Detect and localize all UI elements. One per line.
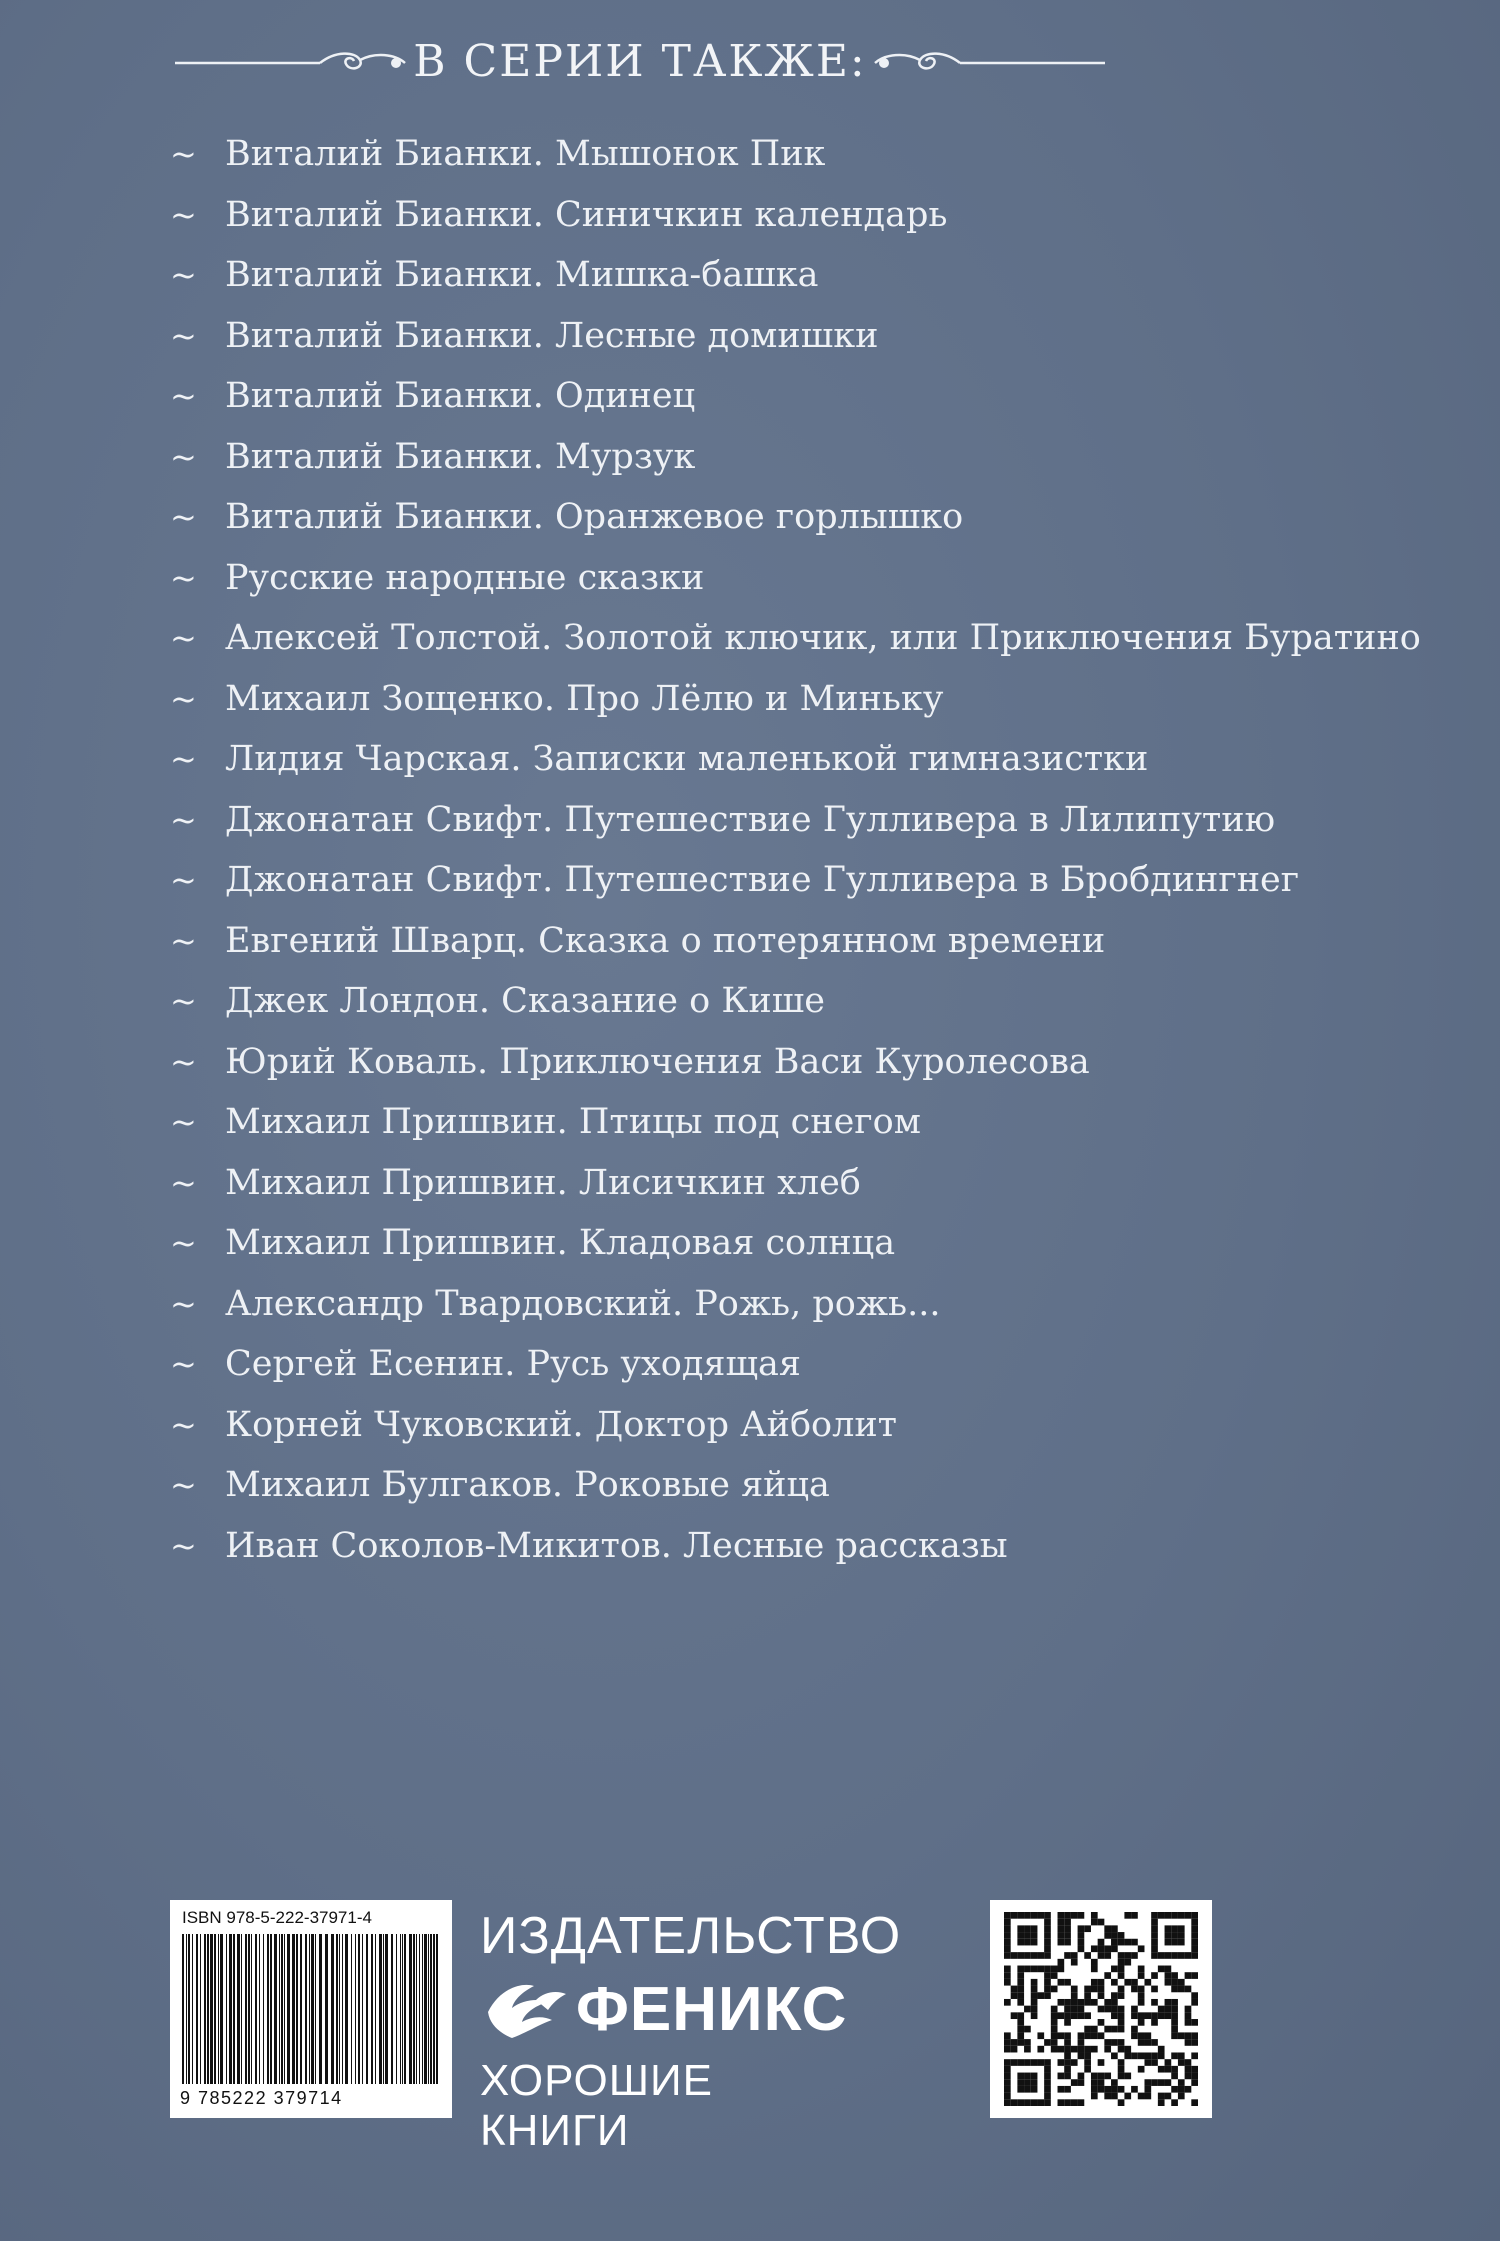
book-title: Джонатан Свифт. Путешествие Гулливера в Бробдингнег: [225, 860, 1300, 900]
bullet-icon: ~: [170, 377, 197, 415]
book-title: Иван Соколов-Микитов. Лесные рассказы: [225, 1525, 1008, 1566]
book-title: Михаил Зощенко. Про Лёлю и Миньку: [225, 678, 944, 719]
bullet-icon: ~: [170, 740, 197, 778]
bullet-icon: ~: [170, 921, 197, 960]
bullet-icon: ~: [170, 256, 197, 294]
bullet-icon: ~: [170, 1103, 197, 1141]
book-item: [170, 850, 1370, 911]
phoenix-logo-icon: [482, 1978, 572, 2044]
bullet-icon: ~: [170, 1405, 197, 1444]
publisher-name: ФЕНИКС: [576, 1975, 848, 2044]
book-title: Михаил Пришвин. Кладовая солнца: [225, 1223, 896, 1263]
book-item: [170, 1213, 1370, 1274]
right-ornament-icon: [870, 48, 1110, 78]
book-title: Джек Лондон. Сказание о Кише: [225, 981, 826, 1021]
bullet-icon: ~: [170, 1466, 197, 1504]
book-item: [170, 124, 1370, 185]
book-item: [170, 971, 1370, 1032]
book-title: Александр Твардовский. Рожь, рожь...: [225, 1283, 941, 1324]
barcode-bars-icon: [180, 1934, 442, 2084]
qr-code-icon: [1004, 1912, 1198, 2106]
publisher-top-line: ИЗДАТЕЛЬСТВО: [480, 1907, 902, 1965]
series-title: В СЕРИИ ТАКЖЕ:: [413, 36, 867, 87]
book-item: [170, 245, 1370, 306]
book-title: Корней Чуковский. Доктор Айболит: [225, 1404, 898, 1445]
book-item: [170, 1153, 1370, 1214]
book-item: [170, 185, 1370, 246]
book-title: Виталий Бианки. Мишка-башка: [225, 255, 819, 295]
book-title: Виталий Бианки. Мышонок Пик: [225, 134, 826, 174]
book-title: Михаил Пришвин. Лисичкин хлеб: [225, 1162, 861, 1203]
publisher-slogan: ХОРОШИЕ КНИГИ: [480, 2056, 714, 2155]
bullet-icon: ~: [170, 1224, 197, 1262]
book-title: Алексей Толстой. Золотой ключик, или Приключения Буратино: [225, 618, 1421, 658]
book-title: Русские народные сказки: [225, 557, 705, 598]
book-item: [170, 608, 1421, 669]
book-item: [170, 1032, 1370, 1093]
book-title: Юрий Коваль. Приключения Васи Куролесова: [225, 1041, 1090, 1082]
book-item: [170, 1516, 1370, 1577]
book-title: Виталий Бианки. Одинец: [225, 376, 696, 416]
bullet-icon: ~: [170, 619, 197, 657]
bullet-icon: ~: [170, 982, 197, 1020]
bullet-icon: ~: [170, 498, 197, 536]
series-header: [160, 28, 1120, 98]
book-item: [170, 427, 1370, 488]
book-item: [170, 548, 1370, 609]
book-item: [170, 790, 1370, 851]
book-item: [170, 1334, 1370, 1395]
barcode-digits: 9 785222 379714: [180, 2088, 343, 2108]
bullet-icon: ~: [170, 861, 197, 899]
book-title: Лидия Чарская. Записки маленькой гимназистки: [225, 739, 1149, 779]
book-title: Евгений Шварц. Сказка о потерянном времени: [225, 920, 1106, 961]
book-item: [170, 366, 1370, 427]
book-item: [170, 1274, 1370, 1335]
bullet-icon: ~: [170, 316, 197, 355]
book-title: Виталий Бианки. Оранжевое горлышко: [225, 497, 964, 537]
book-title: Виталий Бианки. Лесные домишки: [225, 315, 879, 356]
bullet-icon: ~: [170, 1345, 197, 1383]
bullet-icon: ~: [170, 1163, 197, 1202]
bullet-icon: ~: [170, 558, 197, 597]
book-item: [170, 669, 1370, 730]
book-item: [170, 306, 1370, 367]
book-item: [170, 487, 1370, 548]
qr-code: [990, 1900, 1212, 2118]
book-list: [170, 124, 1421, 1576]
cover-footer: [170, 1900, 1220, 2155]
bullet-icon: ~: [170, 437, 197, 476]
book-title: Виталий Бианки. Синичкин календарь: [225, 194, 948, 235]
book-item: [170, 1455, 1370, 1516]
bullet-icon: ~: [170, 679, 197, 718]
book-title: Сергей Есенин. Русь уходящая: [225, 1344, 801, 1384]
book-title: Михаил Пришвин. Птицы под снегом: [225, 1102, 921, 1142]
book-item: [170, 1092, 1370, 1153]
bullet-icon: ~: [170, 1042, 197, 1081]
book-item: [170, 1395, 1370, 1456]
publisher-block: [480, 1900, 902, 2155]
isbn-label: ISBN 978-5-222-37971-4: [182, 1908, 372, 1927]
bullet-icon: ~: [170, 1526, 197, 1565]
book-item: [170, 911, 1370, 972]
book-title: Виталий Бианки. Мурзук: [225, 436, 696, 477]
bullet-icon: ~: [170, 800, 197, 839]
book-title: Джонатан Свифт. Путешествие Гулливера в Лилипутию: [225, 799, 1276, 840]
bullet-icon: ~: [170, 135, 197, 173]
book-item: [170, 729, 1370, 790]
barcode: [170, 1900, 452, 2118]
book-title: Михаил Булгаков. Роковые яйца: [225, 1465, 830, 1505]
bullet-icon: ~: [170, 195, 197, 234]
bullet-icon: ~: [170, 1284, 197, 1323]
